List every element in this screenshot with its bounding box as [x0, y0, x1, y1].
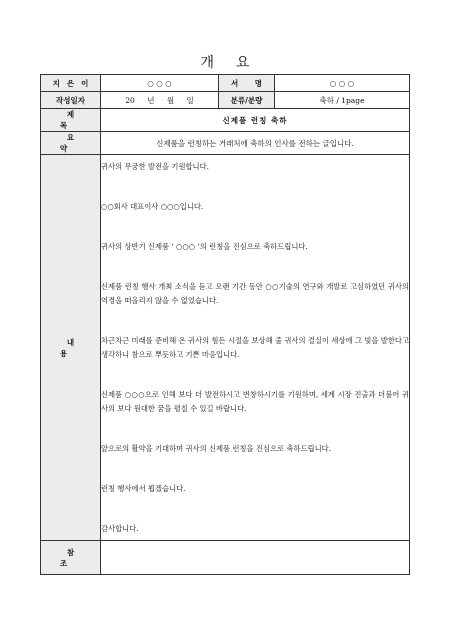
signature-value: ○ ○ ○ — [275, 75, 410, 92]
category-label: 분류/분량 — [219, 92, 275, 109]
content-paragraph: ○○회사 대표이사 ○○○입니다. — [101, 201, 204, 211]
date-label: 작성일자 — [41, 92, 101, 109]
author-value: ○ ○ ○ — [101, 75, 219, 92]
content-row — [41, 155, 410, 541]
reference-row — [41, 541, 410, 575]
reference-label: 참 조 — [41, 541, 101, 575]
subject-value: 신제품 런칭 축하 — [101, 109, 410, 132]
summary-value: 신제품을 런칭하는 거래처에 축하의 인사를 전하는 글입니다. — [101, 132, 410, 155]
subject-label: 제 목 — [41, 109, 101, 132]
content-paragraph: 귀사의 무궁한 발전을 기원합니다. — [101, 161, 209, 171]
content-paragraph: 귀사의 상반기 신제품 ‘ ○○○ ’의 런칭을 진심으로 축하드립니다. — [101, 241, 308, 251]
content-paragraph: 차근차근 미래를 준비해 온 귀사의 힘든 시절을 보상해 줄 귀사의 결실이 세상에 그 빛을 발한다고 생각하니 참으로 뿌듯하고 기쁜 마음입니다. — [101, 335, 409, 359]
content-label: 내 용 — [41, 155, 101, 541]
content-paragraph: 신제품 ○○○으로 인해 보다 더 발전하시고 번창하시기를 기원하며, 세계 시장 진출과 더불어 귀사의 보다 원대한 꿈을 펼칠 수 있길 바랍니다. — [101, 389, 409, 413]
content-paragraph: 런칭 행사에서 뵙겠습니다. — [101, 483, 186, 493]
signature-label: 서 명 — [219, 75, 275, 92]
subject-row — [41, 109, 410, 132]
date-row — [41, 92, 410, 109]
summary-label: 요 약 — [41, 132, 101, 155]
content-body — [101, 155, 410, 541]
summary-form-table — [40, 74, 410, 575]
date-value: 20 년 월 일 — [101, 92, 219, 109]
content-paragraph: 앞으로의 활약을 기대하며 귀사의 신제품 런칭을 진심으로 축하드립니다. — [101, 443, 332, 453]
content-paragraph: 감사합니다. — [101, 523, 139, 533]
category-value: 축하 / 1page — [275, 92, 410, 109]
document-title: 개요 — [200, 55, 272, 71]
author-row — [41, 75, 410, 92]
reference-value — [101, 541, 410, 575]
author-label: 지은이 — [41, 75, 101, 92]
summary-row — [41, 132, 410, 155]
content-paragraph: 신제품 런칭 행사 개최 소식을 듣고 오랜 기간 동안 ○○기술의 연구와 개발로 고심하였던 귀사의 역경을 떠올리지 않을 수 없었습니다. — [101, 281, 409, 305]
